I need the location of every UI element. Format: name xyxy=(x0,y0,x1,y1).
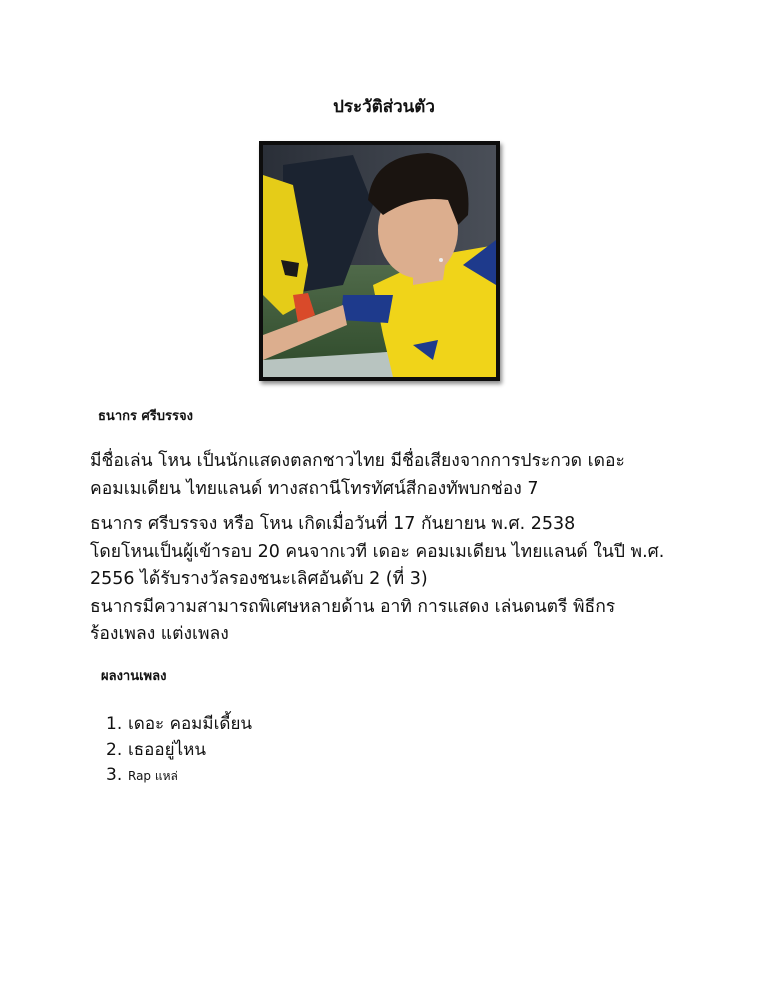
song-title: Rap แหล่ xyxy=(128,769,178,783)
intro-paragraph xyxy=(90,448,625,503)
intro-line: คอมเมเดียน ไทยแลนด์ ทางสถานีโทรทัศน์สีกองทัพบกช่อง 7 xyxy=(90,478,539,499)
list-number: 2. xyxy=(106,739,123,760)
bio-line: ธนากรมีความสามารถพิเศษหลายด้าน อาทิ การแสดง เล่นดนตรี พิธีกร xyxy=(90,596,616,617)
profile-photo-icon xyxy=(263,145,496,377)
list-number: 1. xyxy=(106,714,123,734)
bio-line: ร้องเพลง แต่งเพลง xyxy=(90,624,229,644)
list-item xyxy=(106,712,252,738)
profile-photo xyxy=(259,141,500,381)
bio-paragraph xyxy=(90,511,664,649)
name-heading: ธนากร ศรีบรรจง xyxy=(98,409,193,424)
list-number: 3. xyxy=(106,765,123,785)
intro-line: มีชื่อเล่น โหน เป็นนักแสดงตลกชาวไทย มีชื่อเสียงจากการประกวด เดอะ xyxy=(90,451,625,471)
songs-list xyxy=(106,712,252,789)
song-title: เดอะ คอมมีเดี้ยน xyxy=(128,714,253,734)
bio-line: โดยโหนเป็นผู้เข้ารอบ 20 คนจากเวที เดอะ คอมเมเดียน ไทยแลนด์ ในปี พ.ศ. xyxy=(90,541,665,562)
page-title: ประวัติส่วนตัว xyxy=(333,97,435,117)
list-item xyxy=(106,763,252,789)
bio-line: 2556 ได้รับรางวัลรองชนะเลิศอันดับ 2 (ที่ 3) xyxy=(90,569,428,589)
list-item xyxy=(106,738,252,764)
bio-line: ธนากร ศรีบรรจง หรือ โหน เกิดเมื่อวันที่ 17 กันยายน พ.ศ. 2538 xyxy=(90,514,576,534)
song-title: เธออยู่ไหน xyxy=(128,739,206,760)
songs-heading: ผลงานเพลง xyxy=(101,669,167,684)
